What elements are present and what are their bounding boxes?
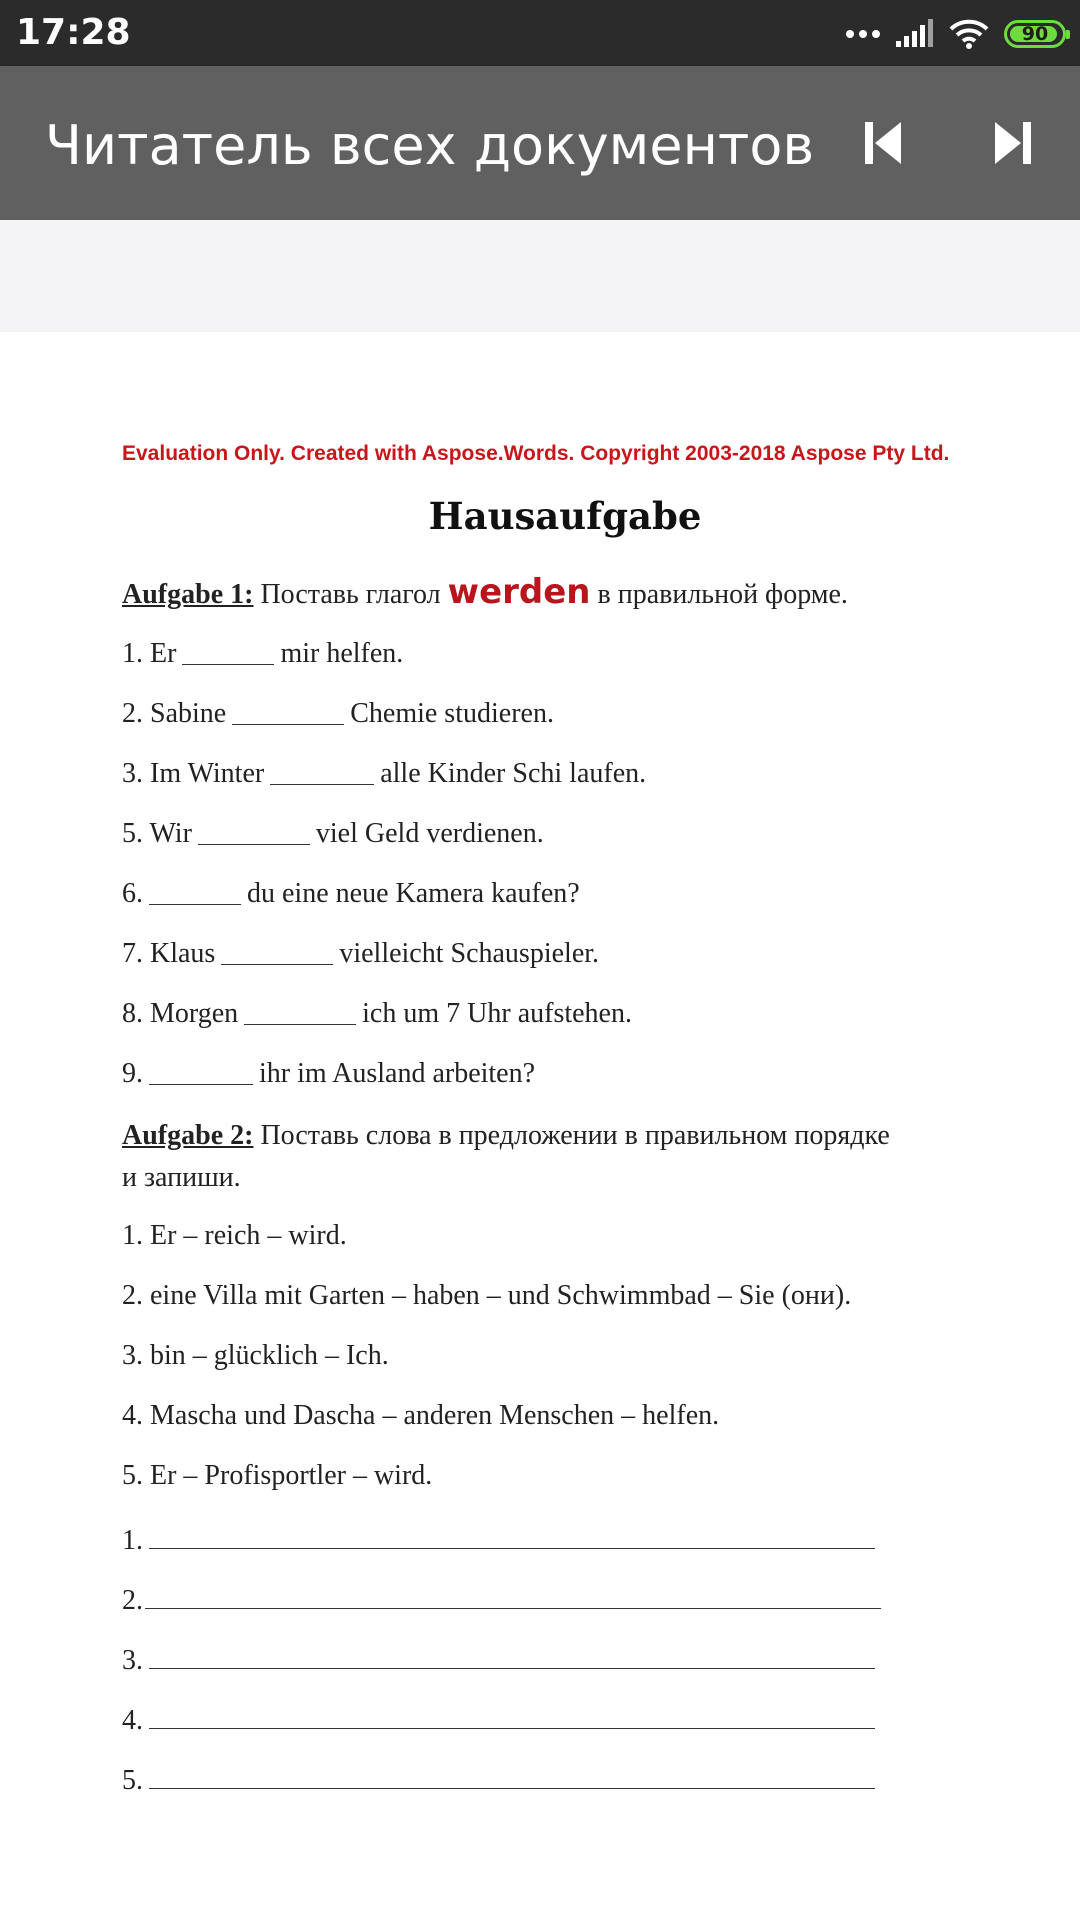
answer-line-number: 2.: [122, 1585, 143, 1616]
answer-blank: [149, 1058, 253, 1085]
answer-line: [122, 1522, 875, 1557]
answer-blank: [244, 998, 356, 1025]
item-suffix: ich um 7 Uhr aufstehen.: [362, 998, 632, 1029]
item-suffix: ihr im Ausland arbeiten?: [259, 1058, 536, 1089]
task2-item: 5. Er – Profisportler – wird.: [122, 1460, 433, 1491]
item-suffix: alle Kinder Schi laufen.: [380, 758, 647, 789]
item-suffix: mir helfen.: [280, 638, 404, 669]
answer-line-number: 3.: [122, 1645, 143, 1676]
answer-line: [122, 1702, 875, 1737]
task2-item: 4. Mascha und Dascha – anderen Menschen – helfen.: [122, 1400, 720, 1431]
item-prefix: 1. Er: [122, 638, 177, 669]
answer-line-number: 5.: [122, 1765, 143, 1796]
task1-item: [122, 878, 580, 910]
task1-item: [122, 818, 544, 850]
answer-blank: [149, 1762, 875, 1789]
app-bar: [0, 66, 1080, 220]
task2-text-line1: Поставь слова в предложении в правильном порядке: [260, 1120, 890, 1151]
task2-label: Aufgabe 2:: [122, 1120, 254, 1151]
battery-level: 90: [1021, 23, 1049, 45]
answer-line: [122, 1762, 875, 1797]
answer-blank: [270, 758, 374, 785]
item-suffix: Chemie studieren.: [350, 698, 554, 729]
viewer-gap: [0, 220, 1080, 332]
document-page[interactable]: [0, 332, 1080, 1920]
task1-item: [122, 1058, 535, 1090]
task1-text-after: в правильной форме.: [597, 579, 848, 610]
answer-line: [122, 1642, 875, 1677]
status-time: 17:28: [16, 12, 131, 53]
task1-instruction: [122, 572, 848, 612]
next-page-button[interactable]: [976, 106, 1050, 180]
status-bar: [0, 0, 1080, 66]
answer-line-number: 1.: [122, 1525, 143, 1556]
answer-blank: [149, 1702, 875, 1729]
app-title: Читатель всех документов: [45, 114, 815, 177]
task2-item: 1. Er – reich – wird.: [122, 1220, 347, 1251]
answer-blank: [232, 698, 344, 725]
skip-next-icon: [993, 120, 1033, 166]
task1-text-before: Поставь глагол: [260, 579, 441, 610]
answer-blank: [149, 1522, 875, 1549]
previous-page-button[interactable]: [846, 106, 920, 180]
task2-text-line2: и запиши.: [122, 1162, 241, 1193]
item-prefix: 2. Sabine: [122, 698, 227, 729]
task2-item: 2. eine Villa mit Garten – haben – und Schwimmbad – Sie (они).: [122, 1280, 852, 1311]
answer-line-number: 4.: [122, 1705, 143, 1736]
evaluation-notice: Evaluation Only. Created with Aspose.Words. Copyright 2003-2018 Aspose Pty Ltd.: [122, 442, 950, 465]
status-icons: [846, 14, 1066, 54]
signal-icon: [894, 19, 934, 49]
item-prefix: 5. Wir: [122, 818, 192, 849]
item-suffix: du eine neue Kamera kaufen?: [247, 878, 580, 909]
skip-previous-icon: [863, 120, 903, 166]
item-suffix: viel Geld verdienen.: [315, 818, 544, 849]
answer-blank: [182, 638, 274, 665]
task2-item: 3. bin – glücklich – Ich.: [122, 1340, 389, 1371]
document-title: Hausaufgabe: [428, 494, 702, 538]
answer-blank: [149, 1642, 875, 1669]
item-prefix: 3. Im Winter: [122, 758, 265, 789]
answer-blank: [145, 1582, 881, 1609]
task1-item: [122, 638, 403, 670]
answer-line: [122, 1582, 881, 1617]
item-prefix: 7. Klaus: [122, 938, 216, 969]
more-dots-icon: [846, 30, 880, 38]
answer-blank: [149, 878, 241, 905]
task1-item: [122, 698, 554, 730]
task1-item: [122, 938, 599, 970]
answer-blank: [221, 938, 333, 965]
item-prefix: 6.: [122, 878, 143, 909]
task1-item: [122, 998, 632, 1030]
item-suffix: vielleicht Schauspieler.: [339, 938, 600, 969]
task2-instruction: [122, 1120, 890, 1152]
wifi-icon: [948, 18, 990, 50]
item-prefix: 8. Morgen: [122, 998, 239, 1029]
answer-blank: [198, 818, 310, 845]
battery-icon: [1004, 20, 1066, 48]
item-prefix: 9.: [122, 1058, 143, 1089]
task1-item: [122, 758, 646, 790]
task1-label: Aufgabe 1:: [122, 579, 254, 610]
task1-highlight: werden: [447, 572, 591, 612]
